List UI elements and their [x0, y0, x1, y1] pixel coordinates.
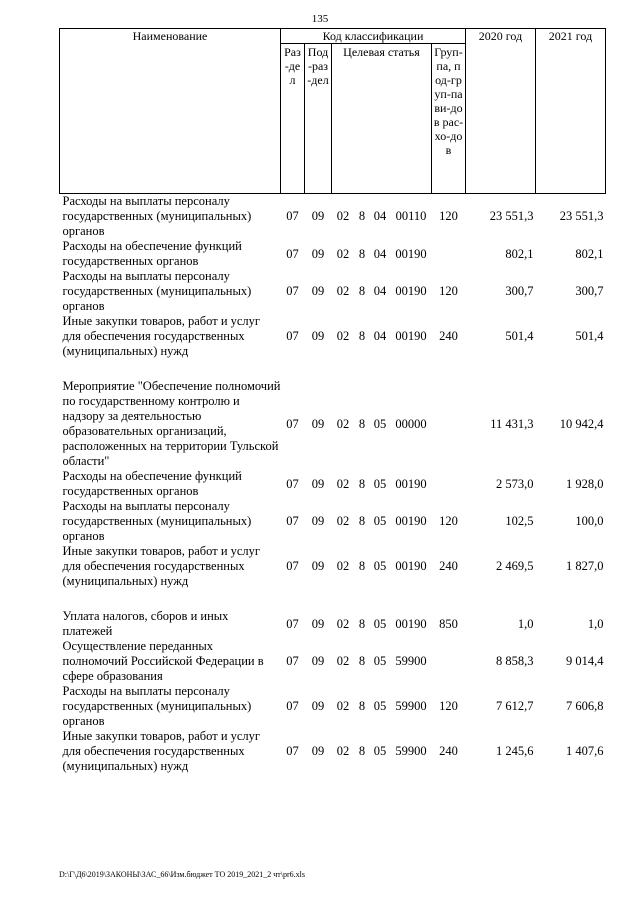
podrazdel-cell: 09: [311, 329, 325, 343]
cs-event-cell: 04: [373, 246, 387, 261]
podrazdel-cell: 09: [311, 514, 325, 528]
cs-type-cell: 8: [358, 416, 366, 431]
podrazdel-cell: 09: [311, 476, 325, 491]
amount-2021-cell: 802,1: [575, 246, 604, 261]
cs-event-cell: 05: [373, 476, 387, 491]
cs-event-cell: 05: [373, 514, 387, 528]
cs-direction-cell: 00190: [395, 476, 427, 491]
amount-2021-cell: 1 827,0: [566, 559, 604, 573]
razdel-cell: 07: [286, 514, 299, 528]
amount-2020-cell: 7 612,7: [496, 699, 534, 713]
vr-cell: 120: [439, 699, 458, 713]
header-razdel-text: Раз-дел: [284, 45, 301, 87]
cs-event-cell: 05: [373, 744, 387, 758]
cs-direction-cell: 59900: [395, 699, 427, 713]
row-name: Иные закупки товаров, работ и услуг для обеспечения государственных (муниципальных) нужд: [62, 544, 261, 588]
cs-program-cell: 02: [336, 329, 350, 343]
row-name: Иные закупки товаров, работ и услуг для обеспечения государственных (муниципальных) нужд: [62, 314, 261, 358]
vr-cell: 120: [439, 209, 458, 223]
table-row: [60, 469, 606, 499]
table-row: [60, 729, 606, 774]
table-row: [60, 379, 606, 469]
amount-2021-cell: 9 014,4: [566, 654, 604, 668]
razdel-cell: 07: [286, 329, 299, 343]
cs-event-cell: 04: [373, 209, 387, 223]
row-name: Расходы на выплаты персоналу государственных (муниципальных) органов: [62, 194, 252, 238]
header-tselevaya: Целевая статья: [332, 44, 432, 194]
vr-cell: 850: [439, 616, 458, 631]
cs-event-cell: 04: [373, 329, 387, 343]
amount-2020-cell: 501,4: [505, 329, 534, 343]
cs-direction-cell: 00190: [395, 284, 427, 298]
cs-type-cell: 8: [358, 699, 366, 713]
amount-2020-cell: 300,7: [505, 284, 534, 298]
spacer-cell: [60, 589, 606, 609]
podrazdel-cell: 09: [311, 209, 325, 223]
amount-2021-cell: 10 942,4: [559, 416, 604, 431]
razdel-cell: 07: [286, 559, 299, 573]
spacer-row: [60, 359, 606, 379]
cs-event-cell: 05: [373, 654, 387, 668]
podrazdel-cell: 09: [311, 654, 325, 668]
cs-program-cell: 02: [336, 514, 350, 528]
row-name: Уплата налогов, сборов и иных платежей: [62, 609, 229, 638]
cs-type-cell: 8: [358, 514, 366, 528]
page-number: 135: [311, 13, 329, 25]
header-name: Наименование: [60, 29, 281, 194]
podrazdel-cell: 09: [311, 616, 325, 631]
row-name: Расходы на выплаты персоналу государственных (муниципальных) органов: [62, 684, 252, 728]
vr-cell: [432, 379, 466, 469]
podrazdel-cell: 09: [311, 246, 325, 261]
podrazdel-cell: 09: [311, 744, 325, 758]
cs-direction-cell: 59900: [395, 744, 427, 758]
vr-cell: 120: [439, 514, 458, 528]
cs-direction-cell: 00190: [395, 514, 427, 528]
row-name: Мероприятие "Обеспечение полномочий по государственному контролю и надзору за деятельностью образовательных организаций, расположенных на территории Тульской области": [62, 379, 281, 468]
cs-program-cell: 02: [336, 654, 350, 668]
cs-type-cell: 8: [358, 616, 366, 631]
header-year-2020: 2020 год: [466, 29, 536, 194]
header-gruppa-text: Груп-па, под-груп-па ви-дов рас-хо-дов: [433, 45, 464, 157]
cs-type-cell: 8: [358, 654, 366, 668]
vr-cell: [432, 469, 466, 499]
amount-2020-cell: 1 245,6: [496, 744, 534, 758]
cs-event-cell: 04: [373, 284, 387, 298]
cs-program-cell: 02: [336, 744, 350, 758]
cs-type-cell: 8: [358, 559, 366, 573]
table-row: [60, 684, 606, 729]
row-name: Расходы на выплаты персоналу государственных (муниципальных) органов: [62, 499, 252, 543]
vr-cell: 240: [439, 744, 458, 758]
amount-2020-cell: 11 431,3: [490, 416, 534, 431]
spacer-cell: [60, 359, 606, 379]
cs-event-cell: 05: [373, 616, 387, 631]
amount-2021-cell: 23 551,3: [559, 209, 604, 223]
amount-2020-cell: 802,1: [505, 246, 534, 261]
budget-table: [59, 28, 606, 774]
row-name: Расходы на обеспечение функций государственных органов: [62, 469, 242, 498]
table-row: [60, 194, 606, 240]
header-gruppa: [432, 44, 466, 194]
vr-cell: 120: [439, 284, 458, 298]
table-row: [60, 639, 606, 684]
header-razdel: [281, 44, 305, 194]
row-name: Расходы на выплаты персоналу государственных (муниципальных) органов: [62, 269, 252, 313]
table-row: [60, 239, 606, 269]
cs-event-cell: 05: [373, 416, 387, 431]
razdel-cell: 07: [286, 699, 299, 713]
spacer-row: [60, 589, 606, 609]
cs-direction-cell: 00190: [395, 329, 427, 343]
amount-2020-cell: 23 551,3: [489, 209, 534, 223]
cs-program-cell: 02: [336, 559, 350, 573]
amount-2020-cell: 2 469,5: [496, 559, 534, 573]
row-name: Иные закупки товаров, работ и услуг для обеспечения государственных (муниципальных) нужд: [62, 729, 261, 773]
header-podrazdel: [305, 44, 332, 194]
cs-program-cell: 02: [336, 416, 350, 431]
amount-2021-cell: 1 928,0: [566, 476, 604, 491]
amount-2020-cell: 102,5: [505, 514, 534, 528]
file-path-footer: D:\Г\Д6\2019\ЗАКОНЫ\ЗАС_66\Изм.бюджет ТО 2019_2021_2 чт\pr6.xls: [59, 870, 305, 879]
table-row: [60, 499, 606, 544]
razdel-cell: 07: [286, 284, 299, 298]
amount-2020-cell: 8 858,3: [496, 654, 534, 668]
podrazdel-cell: 09: [311, 559, 325, 573]
cs-type-cell: 8: [358, 209, 366, 223]
cs-direction-cell: 00190: [395, 616, 427, 631]
cs-type-cell: 8: [358, 476, 366, 491]
row-name: Осуществление переданных полномочий Российской Федерации в сфере образования: [62, 639, 264, 683]
vr-cell: 240: [439, 559, 458, 573]
cs-program-cell: 02: [336, 246, 350, 261]
table-row: [60, 609, 606, 639]
podrazdel-cell: 09: [311, 416, 325, 431]
cs-program-cell: 02: [336, 616, 350, 631]
header-year-2021: 2021 год: [536, 29, 606, 194]
razdel-cell: 07: [286, 416, 299, 431]
razdel-cell: 07: [286, 476, 299, 491]
razdel-cell: 07: [286, 616, 299, 631]
cs-program-cell: 02: [336, 699, 350, 713]
razdel-cell: 07: [286, 654, 299, 668]
amount-2021-cell: 300,7: [575, 284, 604, 298]
cs-direction-cell: 00190: [395, 559, 427, 573]
table-row: [60, 314, 606, 359]
amount-2021-cell: 7 606,8: [566, 699, 604, 713]
cs-program-cell: 02: [336, 476, 350, 491]
amount-2020-cell: 1,0: [517, 616, 534, 631]
cs-direction-cell: 59900: [395, 654, 427, 668]
cs-type-cell: 8: [358, 744, 366, 758]
cs-event-cell: 05: [373, 559, 387, 573]
podrazdel-cell: 09: [311, 284, 325, 298]
cs-type-cell: 8: [358, 284, 366, 298]
vr-cell: 240: [439, 329, 458, 343]
row-name: Расходы на обеспечение функций государственных органов: [62, 239, 242, 268]
cs-direction-cell: 00190: [395, 246, 427, 261]
header-podrazdel-text: Под-раз-дел: [307, 45, 329, 87]
amount-2021-cell: 1,0: [587, 616, 604, 631]
razdel-cell: 07: [286, 744, 299, 758]
cs-program-cell: 02: [336, 284, 350, 298]
amount-2021-cell: 501,4: [575, 329, 604, 343]
cs-direction-cell: 00110: [395, 209, 427, 223]
header-classification: Код классификации: [281, 29, 466, 44]
header-row-1: [60, 29, 606, 44]
vr-cell: [432, 639, 466, 684]
table-row: [60, 269, 606, 314]
cs-program-cell: 02: [336, 209, 350, 223]
cs-event-cell: 05: [373, 699, 387, 713]
vr-cell: [432, 239, 466, 269]
amount-2021-cell: 1 407,6: [566, 744, 604, 758]
table-row: [60, 544, 606, 589]
cs-type-cell: 8: [358, 329, 366, 343]
cs-type-cell: 8: [358, 246, 366, 261]
razdel-cell: 07: [286, 246, 299, 261]
podrazdel-cell: 09: [311, 699, 325, 713]
amount-2020-cell: 2 573,0: [496, 476, 534, 491]
razdel-cell: 07: [286, 209, 299, 223]
cs-direction-cell: 00000: [395, 416, 427, 431]
amount-2021-cell: 100,0: [575, 514, 604, 528]
